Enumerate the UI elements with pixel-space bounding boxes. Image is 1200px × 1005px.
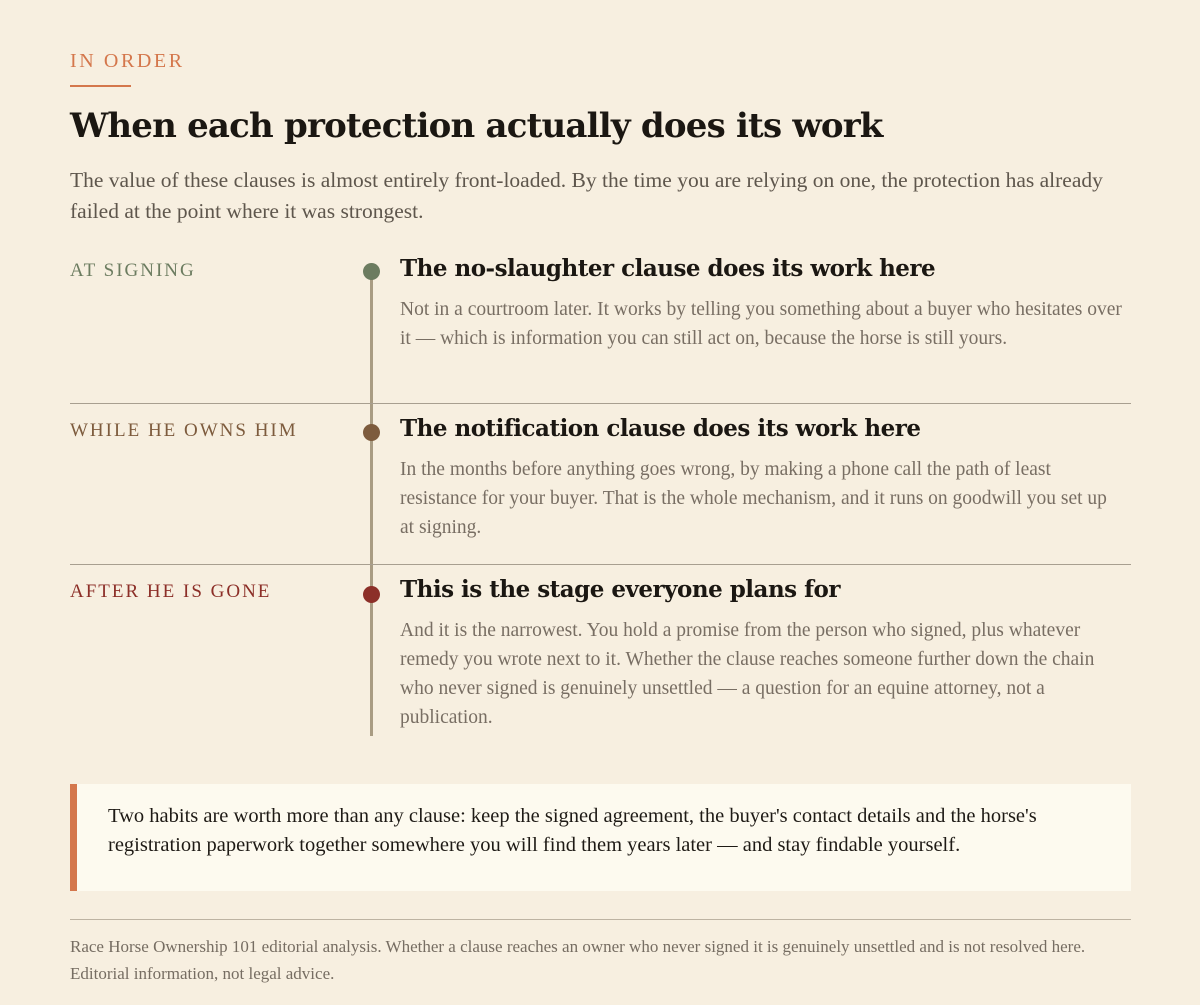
- stage-label: WHILE HE OWNS HIM: [70, 420, 298, 441]
- callout-box: [70, 784, 1131, 891]
- stage-label: AT SIGNING: [70, 260, 196, 281]
- timeline: [70, 252, 1131, 738]
- stage-heading: The no-slaughter clause does its work here: [400, 255, 936, 282]
- eyebrow-label: IN ORDER: [70, 50, 185, 72]
- stage-body: Not in a courtroom later. It works by telling you something about a buyer who hesitates over it — which is information you can still act on, because the horse is still yours.: [400, 299, 1122, 349]
- stage-heading: The notification clause does its work here: [400, 415, 921, 442]
- timeline-stage-after-he-is-gone: [70, 564, 1131, 738]
- timeline-stage-while-he-owns-him: [70, 403, 1131, 564]
- stage-body: In the months before anything goes wrong, by making a phone call the path of least resistance for your buyer. That is the whole mechanism, and it runs on goodwill you set up at signing.: [400, 459, 1107, 538]
- stage-marker-dot: [363, 263, 380, 280]
- stage-label: AFTER HE IS GONE: [70, 581, 272, 602]
- stage-body: And it is the narrowest. You hold a promise from the person who signed, plus whatever remedy you wrote next to it. Whether the clause reaches someone further down the chain who never signed is genuinely unsettled — a question for an equine attorney, not a publication.: [400, 620, 1095, 728]
- page-title: When each protection actually does its work: [70, 106, 883, 146]
- eyebrow-underline: [70, 85, 131, 87]
- stage-divider: [70, 564, 1131, 565]
- stage-divider: [70, 403, 1131, 404]
- footnote: Race Horse Ownership 101 editorial analysis. Whether a clause reaches an owner who never signed it is genuinely unsettled and is not resolved here. Editorial information, not legal advice.: [70, 937, 1086, 983]
- stage-heading: This is the stage everyone plans for: [400, 576, 840, 603]
- callout-text: Two habits are worth more than any clause: keep the signed agreement, the buyer's contact details and the horse's registration paperwork together somewhere you will find them years later — and stay findable yourself.: [108, 805, 1037, 856]
- stage-marker-dot: [363, 424, 380, 441]
- footer-divider: [70, 919, 1131, 920]
- stage-marker-dot: [363, 586, 380, 603]
- lede-paragraph: The value of these clauses is almost entirely front-loaded. By the time you are relying on one, the protection has already failed at the point where it was strongest.: [70, 168, 1103, 223]
- timeline-stage-at-signing: [70, 252, 1131, 403]
